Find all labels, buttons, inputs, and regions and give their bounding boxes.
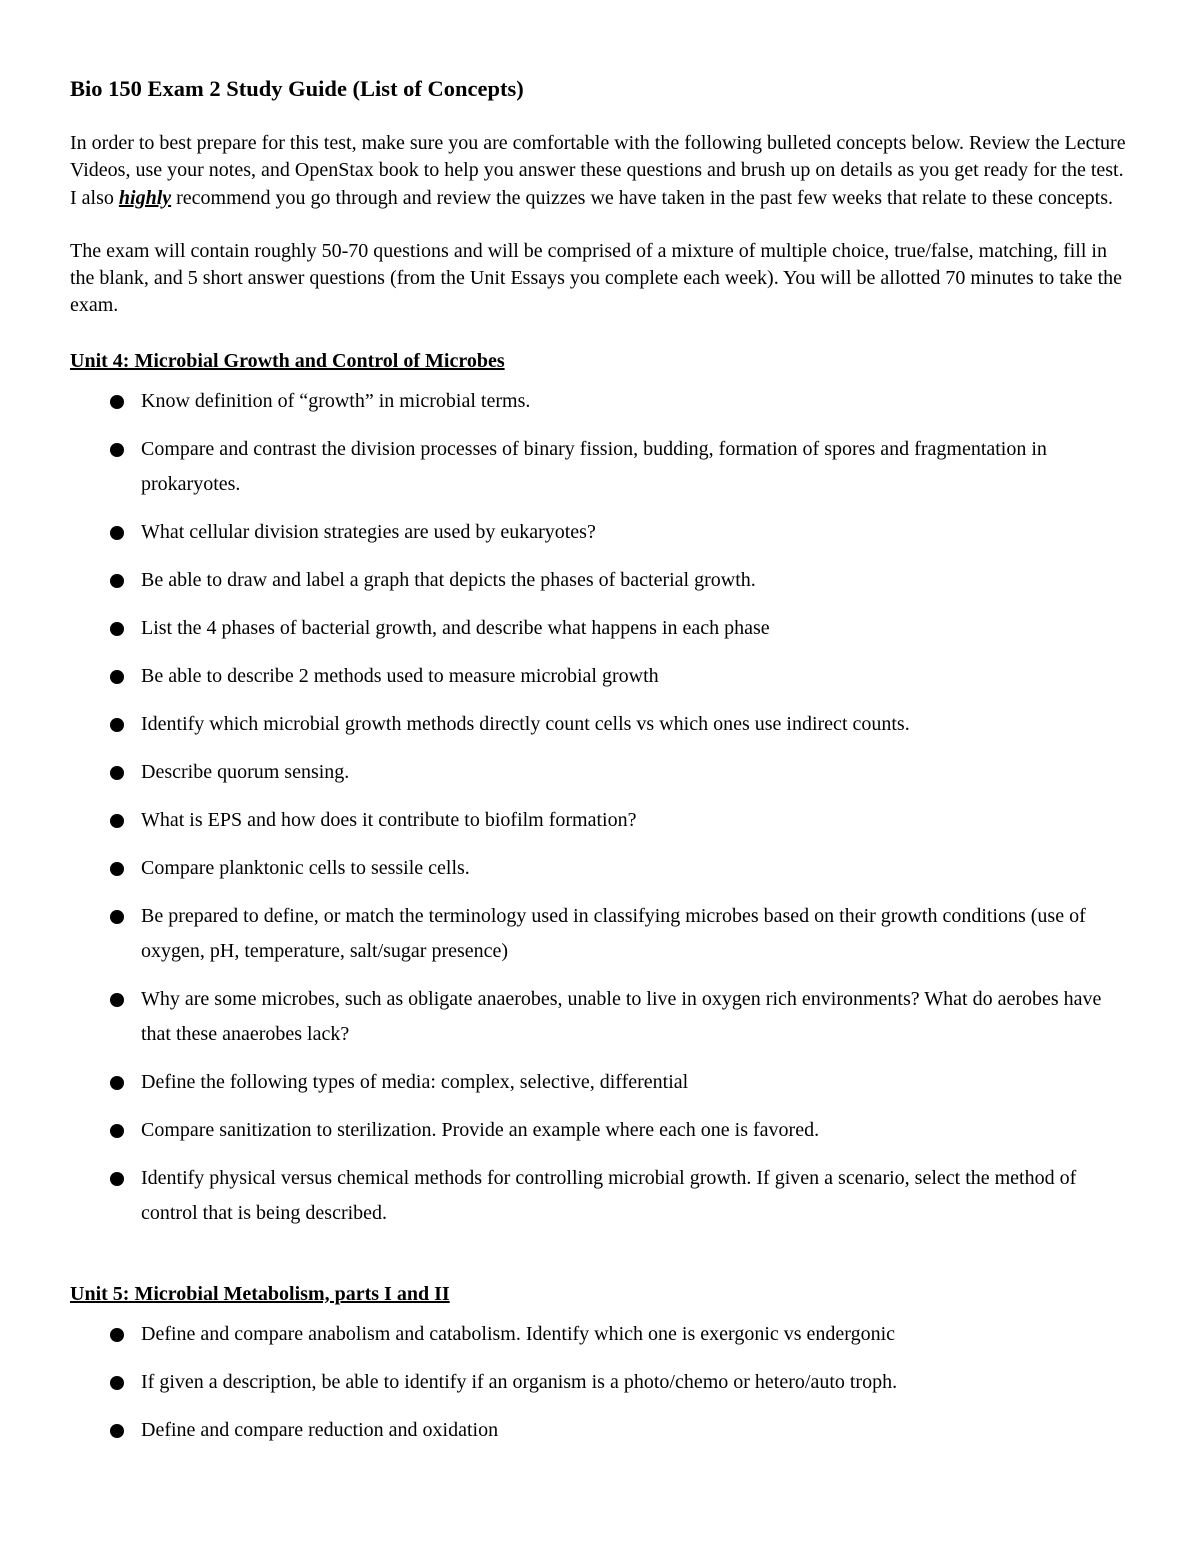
bullet-icon [110, 862, 124, 876]
list-item [70, 755, 1130, 790]
list-item-text: Why are some microbes, such as obligate anaerobes, unable to live in oxygen rich environments? What do aerobes have that these anaerobes lack? [141, 987, 1102, 1045]
list-item-text: If given a description, be able to identify if an organism is a photo/chemo or hetero/auto troph. [141, 1370, 898, 1393]
list-item-text: Define and compare reduction and oxidation [141, 1418, 499, 1441]
study-guide-page [70, 70, 1130, 1448]
list-item [70, 384, 1130, 419]
list-item [70, 1413, 1130, 1448]
bullet-icon [110, 1172, 124, 1186]
list-item-text: Identify which microbial growth methods directly count cells vs which ones use indirect counts. [141, 712, 910, 735]
bullet-icon [110, 718, 124, 732]
list-item [70, 899, 1130, 969]
list-item-text: Compare and contrast the division processes of binary fission, budding, formation of spores and fragmentation in prokaryotes. [141, 437, 1047, 495]
bullet-icon [110, 1328, 124, 1342]
bullet-icon [110, 1376, 124, 1390]
list-item [70, 659, 1130, 694]
bullet-icon [110, 814, 124, 828]
list-item [70, 432, 1130, 502]
bullet-icon [110, 670, 124, 684]
list-item [70, 1113, 1130, 1148]
unit4-heading: Unit 4: Microbial Growth and Control of Microbes [70, 349, 505, 372]
list-item [70, 1365, 1130, 1400]
list-item-text: Compare sanitization to sterilization. Provide an example where each one is favored. [141, 1118, 820, 1141]
list-item-text: Know definition of “growth” in microbial terms. [141, 389, 531, 412]
list-item-text: Identify physical versus chemical methods for controlling microbial growth. If given a scenario, select the method of control that is being described. [141, 1166, 1077, 1224]
unit5-concept-list [70, 1317, 1130, 1448]
list-item [70, 851, 1130, 886]
list-item [70, 611, 1130, 646]
list-item-text: Be able to draw and label a graph that depicts the phases of bacterial growth. [141, 568, 756, 591]
bullet-icon [110, 1076, 124, 1090]
list-item [70, 515, 1130, 550]
bullet-icon [110, 526, 124, 540]
intro-emphasis: highly [118, 186, 172, 209]
bullet-icon [110, 766, 124, 780]
list-item [70, 707, 1130, 742]
bullet-icon [110, 443, 124, 457]
exam-info-paragraph: The exam will contain roughly 50-70 questions and will be comprised of a mixture of multiple choice, true/false, matching, fill in the blank, and 5 short answer questions (from the Unit Essays you complete each week). You will be allotted 70 minutes to take the exam. [70, 239, 1123, 317]
list-item-text: Be able to describe 2 methods used to measure microbial growth [141, 664, 659, 687]
list-item-text: Be prepared to define, or match the terminology used in classifying microbes based on their growth conditions (use of oxygen, pH, temperature, salt/sugar presence) [141, 904, 1086, 962]
page-title: Bio 150 Exam 2 Study Guide (List of Concepts) [70, 76, 524, 101]
bullet-icon [110, 1124, 124, 1138]
list-item-text: Define the following types of media: complex, selective, differential [141, 1070, 689, 1093]
bullet-icon [110, 622, 124, 636]
list-item-text: Define and compare anabolism and catabolism. Identify which one is exergonic vs endergonic [141, 1322, 896, 1345]
intro-text-start: In order to best prepare for this test, make sure you are comfortable with the following bulleted concepts below. Review the Lecture Videos, use your notes, and OpenStax book to help you answer these questions and brush up on details as you get ready for the test. I also [70, 132, 1126, 209]
list-item [70, 563, 1130, 598]
bullet-icon [110, 574, 124, 588]
intro-text-end: recommend you go through and review the quizzes we have taken in the past few weeks that relate to these concepts. [171, 186, 1114, 209]
list-item-text: What cellular division strategies are used by eukaryotes? [141, 520, 596, 543]
list-item [70, 1065, 1130, 1100]
intro-paragraph [70, 130, 1130, 212]
bullet-icon [110, 1424, 124, 1438]
list-item [70, 1317, 1130, 1352]
list-item [70, 1161, 1130, 1231]
bullet-icon [110, 993, 124, 1007]
list-item-text: What is EPS and how does it contribute to biofilm formation? [141, 808, 637, 831]
list-item [70, 982, 1130, 1052]
list-item-text: Describe quorum sensing. [141, 760, 350, 783]
list-item-text: List the 4 phases of bacterial growth, and describe what happens in each phase [141, 616, 770, 639]
unit4-concept-list [70, 384, 1130, 1231]
list-item-text: Compare planktonic cells to sessile cells. [141, 856, 470, 879]
bullet-icon [110, 395, 124, 409]
list-item [70, 803, 1130, 838]
bullet-icon [110, 910, 124, 924]
unit5-heading: Unit 5: Microbial Metabolism, parts I and II [70, 1282, 450, 1305]
